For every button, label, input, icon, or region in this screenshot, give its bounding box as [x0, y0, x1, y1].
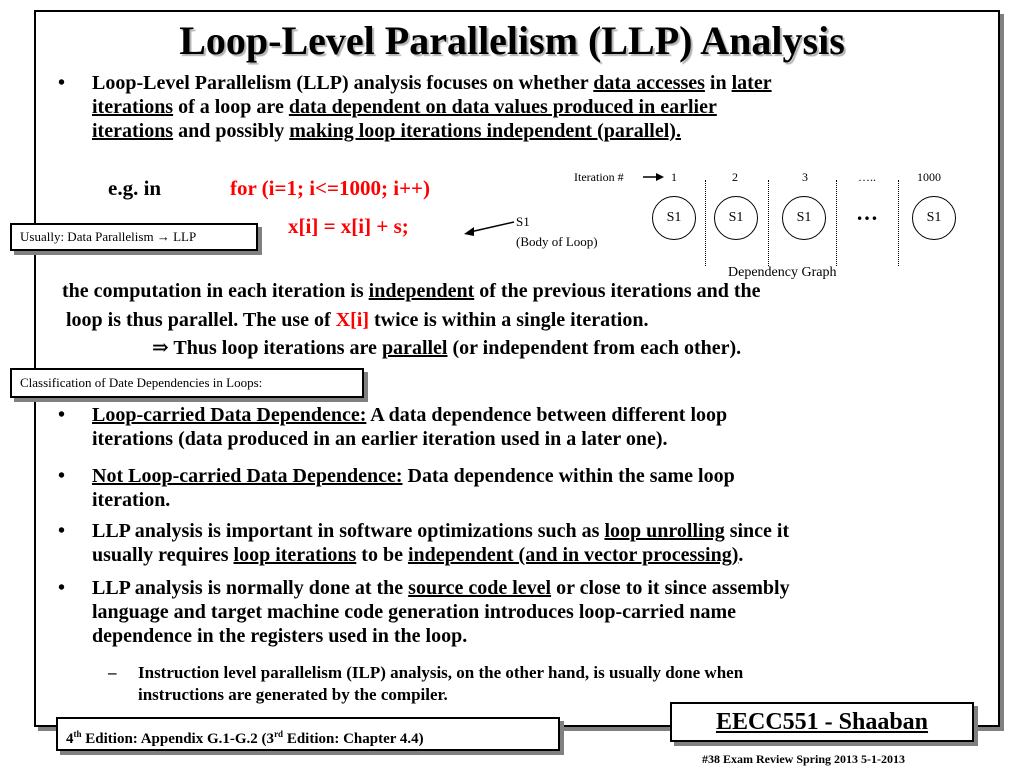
- explanation-line-3: ⇒ Thus loop iterations are parallel (or independent from each other).: [152, 337, 742, 359]
- slide-info: #38 Exam Review Spring 2013 5-1-2013: [702, 752, 905, 766]
- usually-note-box: Usually: Data Parallelism → LLP: [10, 223, 258, 251]
- s1-label: S1: [516, 214, 530, 229]
- classification-box: Classification of Date Dependencies in Loops:: [10, 368, 364, 398]
- bullet-marker: •: [58, 72, 66, 94]
- graph-col-1000: 1000: [917, 170, 941, 184]
- bullet-loop-carried: Loop-carried Data Dependence: A data dependence between different loop iterations (data produced in an earlier iteration used in a later one).: [92, 404, 728, 450]
- graph-col-3: 3: [802, 170, 808, 184]
- slide-title: Loop-Level Parallelism (LLP) Analysis: [179, 18, 845, 63]
- loop-body-statement: x[i] = x[i] + s;: [288, 214, 409, 238]
- s1-description: (Body of Loop): [516, 234, 598, 249]
- example-label: e.g. in: [108, 176, 162, 200]
- arrow-icon: [460, 218, 516, 238]
- edition-reference-box: 4th Edition: Appendix G.1-G.2 (3rd Edition: Chapter 4.4): [56, 717, 560, 751]
- graph-divider: [705, 180, 706, 266]
- right-arrow-icon: [643, 172, 665, 182]
- iteration-label: Iteration #: [574, 170, 624, 184]
- bullet-marker: •: [58, 577, 66, 599]
- graph-node: S1: [782, 196, 826, 240]
- bullet-llp-importance: LLP analysis is important in software optimizations such as loop unrolling since it usually requires loop iterations to be independent (and in vector processing).: [92, 520, 790, 566]
- graph-col-1: 1: [671, 170, 677, 184]
- for-statement: for (i=1; i<=1000; i++): [230, 176, 430, 200]
- course-banner: EECC551 - Shaaban: [670, 702, 974, 742]
- graph-divider: [836, 180, 837, 266]
- graph-col-2: 2: [732, 170, 738, 184]
- sub-bullet-marker: –: [108, 663, 117, 682]
- dependency-graph-caption: Dependency Graph: [728, 265, 837, 280]
- bullet-llp-source-level: LLP analysis is normally done at the source code level or close to it since assembly language and target machine code generation introduces loop-carried name dependence in the registers used in the loop.: [92, 577, 790, 647]
- sub-bullet-ilp: Instruction level parallelism (ILP) analysis, on the other hand, is usually done when instructions are generated by the compiler.: [138, 663, 744, 704]
- graph-divider: [768, 180, 769, 266]
- graph-ellipsis: …: [856, 200, 878, 225]
- bullet-marker: •: [58, 520, 66, 542]
- graph-divider: [898, 180, 899, 266]
- explanation-line-2: loop is thus parallel. The use of X[i] twice is within a single iteration.: [66, 309, 649, 331]
- graph-node: S1: [912, 196, 956, 240]
- bullet-marker: •: [58, 404, 66, 426]
- bullet-marker: •: [58, 465, 66, 487]
- bullet-not-loop-carried: Not Loop-carried Data Dependence: Data dependence within the same loop iteration.: [92, 465, 735, 511]
- explanation-line-1: the computation in each iteration is independent of the previous iterations and the: [62, 280, 761, 302]
- graph-col-ellipsis: …..: [858, 170, 876, 184]
- graph-node: S1: [714, 196, 758, 240]
- bullet-llp-intro: Loop-Level Parallelism (LLP) analysis focuses on whether data accesses in later iterations of a loop are data dependent on data values produced in earlier iterations and possibly making loop iterations independent (parallel).: [92, 72, 772, 142]
- graph-node: S1: [652, 196, 696, 240]
